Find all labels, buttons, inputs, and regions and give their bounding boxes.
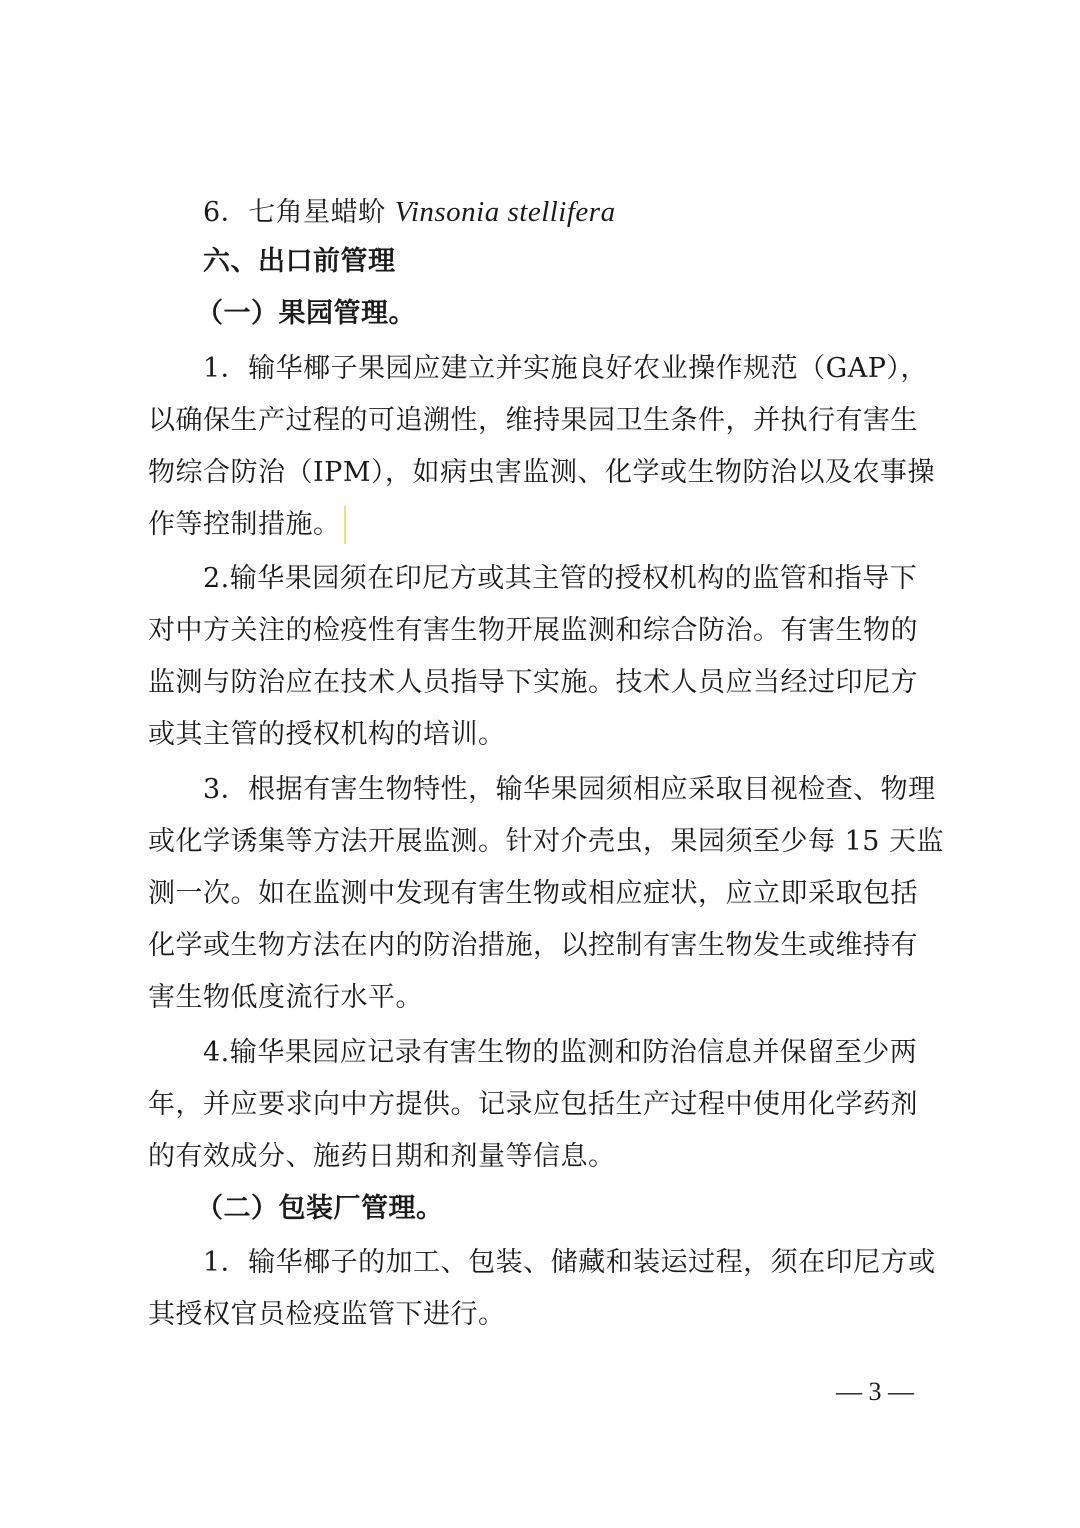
- list-item-scale-insect-6: [203, 186, 948, 238]
- paragraph-3-line-3: 测一次。如在监测中发现有害生物或相应症状，应立即采取包括: [148, 878, 918, 909]
- text-cursor: [344, 506, 346, 544]
- paragraph-5-line-2: 其授权官员检疫监管下进行。: [148, 1299, 506, 1330]
- paragraph-4-line-3: 的有效成分、施药日期和剂量等信息。: [148, 1141, 616, 1172]
- paragraph-2-line-2: 对中方关注的检疫性有害生物开展监测和综合防治。有害生物的: [148, 615, 918, 646]
- paragraph-1-line-2: 以确保生产过程的可追溯性，维持果园卫生条件，并执行有害生: [148, 405, 918, 436]
- paragraph-4-line-1: 4.输华果园应记录有害生物的监测和防治信息并保留至少两: [203, 1037, 918, 1068]
- subsection-heading-packhouse: （二）包装厂管理。: [196, 1193, 444, 1224]
- section-heading-pre-export: 六、出口前管理: [203, 246, 396, 277]
- subsection-heading-orchard: （一）果园管理。: [196, 298, 416, 329]
- paragraph-1-line-3: 物综合防治（IPM），如病虫害监测、化学或生物防治以及农事操: [148, 457, 935, 488]
- paragraph-3-line-1: 3．根据有害生物特性，输华果园须相应采取目视检查、物理: [203, 774, 936, 805]
- page-number: — 3 —: [836, 1377, 914, 1406]
- scientific-name: Vinsonia stellifera: [394, 196, 616, 228]
- paragraph-5-line-1: 1．输华椰子的加工、包装、储藏和装运过程，须在印尼方或: [203, 1247, 936, 1278]
- paragraph-4-line-2: 年，并应要求向中方提供。记录应包括生产过程中使用化学药剂: [148, 1089, 918, 1120]
- paragraph-2-line-4: 或其主管的授权机构的培训。: [148, 719, 506, 750]
- paragraph-3-line-2: 或化学诱集等方法开展监测。针对介壳虫，果园须至少每 15 天监: [148, 826, 945, 857]
- paragraph-3-line-5: 害生物低度流行水平。: [148, 982, 423, 1013]
- list-item-number-text: 6．七角星蜡蚧: [203, 197, 395, 228]
- paragraph-2-line-1: 2.输华果园须在印尼方或其主管的授权机构的监管和指导下: [203, 563, 918, 594]
- paragraph-3-line-4: 化学或生物方法在内的防治措施，以控制有害生物发生或维持有: [148, 930, 918, 961]
- paragraph-2-line-3: 监测与防治应在技术人员指导下实施。技术人员应当经过印尼方: [148, 667, 918, 698]
- paragraph-1-line-1: 1．输华椰子果园应建立并实施良好农业操作规范（GAP），: [203, 353, 928, 384]
- paragraph-1-line-4: 作等控制措施。: [148, 509, 341, 540]
